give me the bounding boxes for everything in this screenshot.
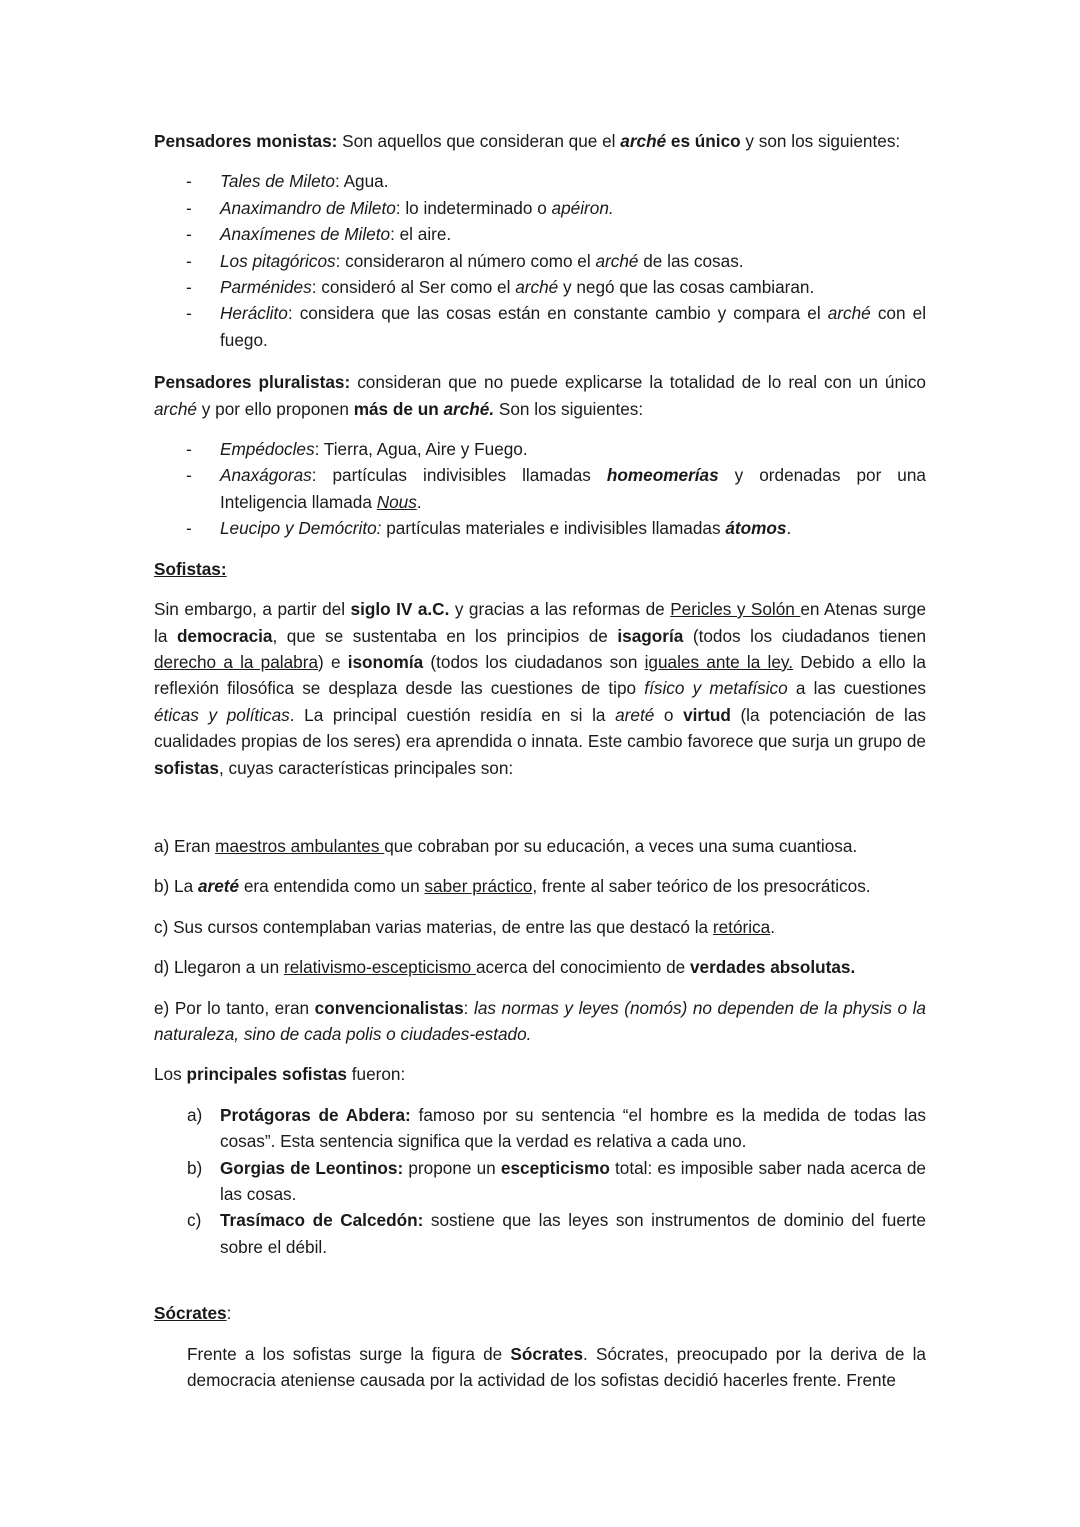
monistas-list xyxy=(154,168,926,353)
list-item: - Los pitagóricos: consideraron al número como el arché de las cosas. xyxy=(186,250,744,271)
socrates-heading: Sócrates: xyxy=(154,1303,232,1324)
list-item: - Leucipo y Demócrito: partículas materiales e indivisibles llamadas átomos. xyxy=(186,518,792,539)
pluralistas-list xyxy=(154,436,926,542)
list-item: - Tales de Mileto: Agua. xyxy=(186,171,389,192)
principales-list xyxy=(154,1102,926,1260)
list-item: - Anaximandro de Mileto: lo indeterminado o apéiron. xyxy=(186,197,614,218)
sofistas-heading: Sofistas: xyxy=(154,558,227,579)
feature-b: b) La areté era entendida como un saber práctico, frente al saber teórico de los presocráticos. xyxy=(154,876,871,897)
monistas-intro: Pensadores monistas: Son aquellos que consideran que el arché es único y son los siguientes: xyxy=(154,131,901,151)
list-item: - Anaxágoras: partículas indivisibles llamadas homeomerías y ordenadas por una Inteligencia llamada Nous. xyxy=(186,465,926,512)
feature-d: d) Llegaron a un relativismo-escepticismo acerca del conocimiento de verdades absolutas. xyxy=(154,957,856,978)
list-item: - Anaxímenes de Mileto: el aire. xyxy=(186,224,452,245)
feature-c: c) Sus cursos contemplaban varias materias, de entre las que destacó la retórica. xyxy=(154,916,775,937)
list-item: c) Trasímaco de Calcedón: sostiene que las leyes son instrumentos de dominio del fuerte sobre el débil. xyxy=(187,1210,926,1257)
sofistas-intro: Sin embargo, a partir del siglo IV a.C. y gracias a las reformas de Pericles y Solón en Atenas surge la democracia, que se sustentaba en los principios de isagoría (todos los ciudadanos tienen derecho a la palabra) e isonomía (todos los ciudadanos son iguales ante la ley. Debido a ello la reflexión filosófica se desplaza desde las cuestiones de tipo físico y metafísico a las cuestiones éticas y políticas. La principal cuestión residía en si la areté o virtud (la potenciación de las cualidades propias de los seres) era aprendida o innata. Este cambio favorece que surja un grupo de sofistas, cuyas características principales son: xyxy=(154,599,926,778)
list-item: a) Protágoras de Abdera: famoso por su sentencia “el hombre es la medida de todas las cosas”. Esta sentencia significa que la verdad es relativa a cada uno. xyxy=(187,1104,926,1152)
pluralistas-lead: Pensadores pluralistas: xyxy=(154,372,351,393)
list-item: - Empédocles: Tierra, Agua, Aire y Fuego. xyxy=(186,439,528,460)
document-page xyxy=(154,128,926,1393)
feature-a: a) Eran maestros ambulantes que cobraban por su educación, a veces una suma cuantiosa. xyxy=(154,835,858,856)
list-item: - Parménides: consideró al Ser como el arché y negó que las cosas cambiaran. xyxy=(186,277,815,298)
socrates-paragraph: Frente a los sofistas surge la figura de Sócrates. Sócrates, preocupado por la deriva de la democracia ateniense causada por la actividad de los sofistas decidió hacerles frente. Frente xyxy=(187,1343,926,1391)
pluralistas-intro: Pensadores pluralistas: consideran que no puede explicarse la totalidad de lo real con un único arché y por ello proponen más de un arché. Son los siguientes: xyxy=(154,372,926,419)
principales-intro: Los principales sofistas fueron: xyxy=(154,1064,406,1085)
list-item: b) Gorgias de Leontinos: propone un escepticismo total: es imposible saber nada acerca de las cosas. xyxy=(187,1157,926,1204)
monistas-lead: Pensadores monistas: xyxy=(154,131,338,151)
feature-e: e) Por lo tanto, eran convencionalistas: las normas y leyes (nomós) no dependen de la physis o la naturaleza, sino de cada polis o ciudades-estado. xyxy=(154,997,926,1044)
list-item: - Heráclito: considera que las cosas están en constante cambio y compara el arché con el fuego. xyxy=(186,303,927,350)
